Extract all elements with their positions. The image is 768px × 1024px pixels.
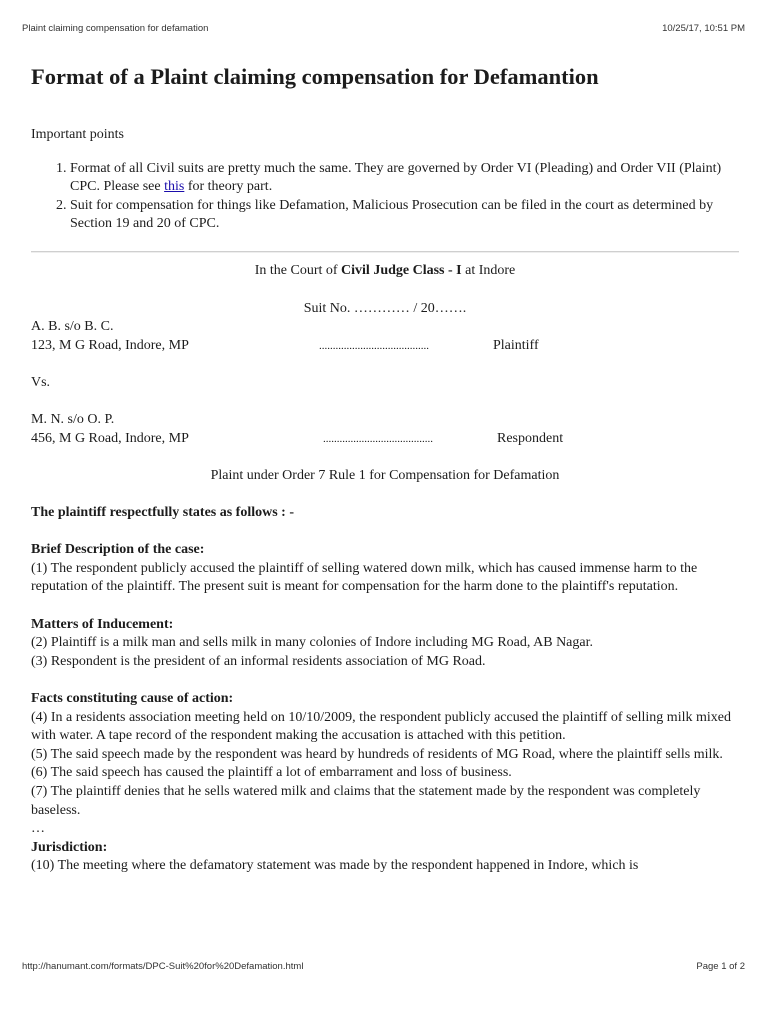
facts-heading: Facts constituting cause of action: (31, 691, 234, 707)
print-url: http://hanumant.com/formats/DPC-Suit%20for%20Defamation.html (22, 961, 304, 972)
paragraph-1: (1) The respondent publicly accused the plaintiff of selling watered down milk, which has caused immense harm to the reputation of the plaintiff. The present suit is meant for compensation for the harm done to the plaintiff's reputation. (31, 560, 698, 595)
states-as-follows: The plaintiff respectfully states as follows : - (31, 505, 294, 521)
print-datetime: 10/25/17, 10:51 PM (662, 23, 745, 34)
list-item: 1. Format of all Civil suits are pretty much the same. They are governed by Order VI (Pleading) and Order VII (Plaint) CPC. Please see this for theory part. (70, 160, 739, 197)
plaint-under-order: Plaint under Order 7 Rule 1 for Compensation for Defamation (210, 467, 560, 483)
brief-description-heading: Brief Description of the case: (31, 542, 205, 558)
plaintiff-row (31, 337, 739, 356)
plaintiff-address: 123, M G Road, Indore, MP (31, 337, 189, 353)
print-title: Plaint claiming compensation for defamation (22, 23, 209, 34)
paragraph-7: (7) The plaintiff denies that he sells watered milk and claims that the statement made by the respondent was completely baseless. (31, 784, 701, 818)
paragraph-6: (6) The said speech has caused the plaintiff a lot of embarrament and loss of business. (31, 765, 512, 781)
important-points-label: Important points (31, 127, 124, 142)
paragraph-5: (5) The said speech made by the respondent was heard by hundreds of residents of MG Road, where the plaintiff sells milk. (31, 746, 723, 762)
plaintiff-label: Plaintiff (493, 337, 539, 353)
respondent-row (31, 430, 739, 449)
paragraph-4: (4) In a residents association meeting held on 10/10/2009, the respondent publicly accused the plaintiff of selling milk mixed with water. A tape record of the respondent making the accusation is attached with this petition. (31, 709, 731, 744)
respondent-dots: ........................................ (323, 432, 433, 445)
page-title: Format of a Plaint claiming compensation for Defamantion (31, 64, 599, 89)
respondent-label: Respondent (497, 430, 564, 446)
page-number: Page 1 of 2 (696, 961, 745, 972)
plaintiff-name: A. B. s/o B. C. (31, 319, 114, 335)
respondent-address: 456, M G Road, Indore, MP (31, 430, 189, 446)
theory-link[interactable]: this (164, 179, 185, 195)
respondent-name: M. N. s/o O. P. (31, 412, 115, 428)
suit-number: Suit No. ………… / 20……. (303, 300, 467, 316)
versus: Vs. (31, 374, 51, 390)
ellipsis: … (31, 821, 45, 837)
plaintiff-dots: ........................................ (319, 339, 429, 352)
paragraph-10: (10) The meeting where the defamatory statement was made by the respondent happened in Indore, which is (31, 858, 639, 874)
important-points-list (31, 160, 739, 234)
court-name: Civil Judge Class - I (341, 262, 462, 278)
paragraph-3: (3) Respondent is the president of an informal residents association of MG Road. (31, 653, 486, 669)
document-page (31, 60, 739, 876)
court-line: In the Court of Civil Judge Class - I at Indore (254, 262, 516, 278)
jurisdiction-heading: Jurisdiction: (31, 839, 108, 855)
paragraph-2: (2) Plaintiff is a milk man and sells milk in many colonies of Indore including MG Road, AB Nagar. (31, 635, 593, 651)
inducement-heading: Matters of Inducement: (31, 616, 174, 632)
list-item: 2. Suit for compensation for things like Defamation, Malicious Prosecution can be filed in the court as determined by Section 19 and 20 of CPC. (70, 197, 739, 234)
